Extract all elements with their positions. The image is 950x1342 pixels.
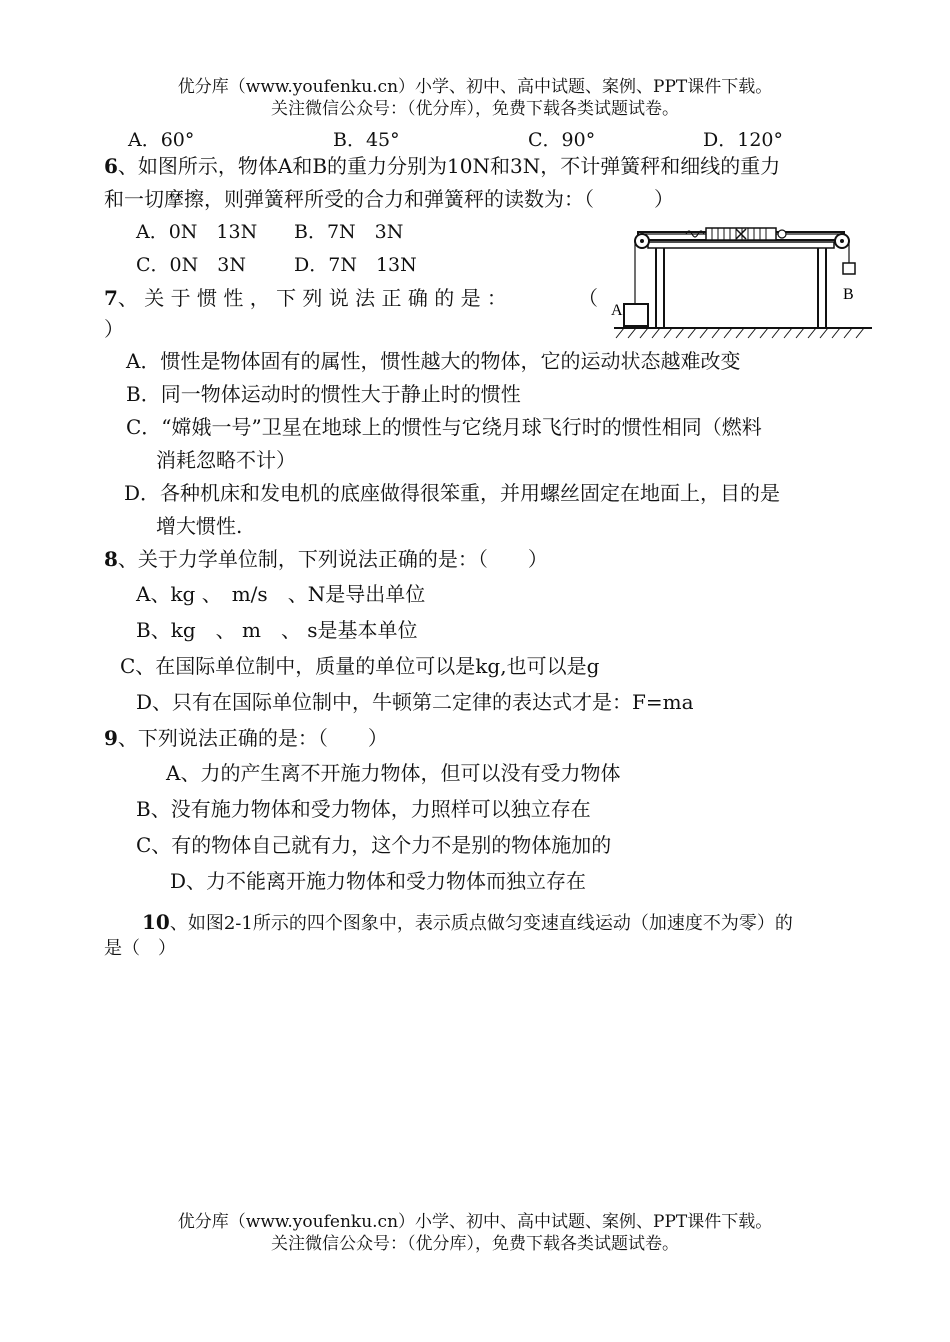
footer-line-2: 关注微信公众号：（优分库），免费下载各类试题试卷。 [271, 1234, 679, 1254]
q5-option-c: C．90° [528, 129, 596, 151]
q10-stem-line-2: 是（ ） [104, 938, 176, 959]
q10-text-1: 、如图2-1所示的四个图象中，表示质点做匀变速直线运动（加速度不为零）的 [169, 913, 793, 934]
q7-paren-close: ） [104, 317, 124, 341]
q7-stem-line-1 [104, 285, 507, 311]
q9-stem [104, 725, 388, 751]
q6-text-1: 、如图所示，物体A和B的重力分别为10N和3N，不计弹簧秤和细线的重力 [117, 154, 781, 178]
block-a [624, 304, 648, 326]
block-b [843, 263, 855, 274]
q8-option-a: A、kg 、 m/s 、N是导出单位 [136, 582, 426, 606]
q10-stem-line-1 [142, 909, 793, 937]
q5-option-a: A．60° [128, 129, 195, 151]
q8-number: 8 [104, 547, 118, 571]
q8-text: 、关于力学单位制，下列说法正确的是：（ ） [117, 547, 548, 571]
q8-option-c: C、在国际单位制中，质量的单位可以是kg,也可以是g [120, 654, 600, 678]
q9-option-c: C、有的物体自己就有力，这个力不是别的物体施加的 [136, 833, 612, 857]
q10-number: 10 [142, 910, 170, 934]
header-line-1: 优分库（www.youfenku.cn）小学、初中、高中试题、案例、PPT课件下载。 [177, 77, 773, 97]
q6-option-a: A．0N 13N [136, 221, 258, 243]
q7-number: 7 [104, 286, 118, 310]
label-b: B [843, 286, 854, 303]
q6-stem-line-1 [104, 153, 780, 179]
footer-line-1: 优分库（www.youfenku.cn）小学、初中、高中试题、案例、PPT课件下载。 [177, 1212, 773, 1232]
q7-paren-open: （ [578, 286, 598, 310]
q7-option-c-line-2: 消耗忽略不计） [156, 448, 296, 472]
q9-number: 9 [104, 726, 118, 750]
q7-option-b: B．同一物体运动时的惯性大于静止时的惯性 [126, 382, 521, 406]
q7-option-d-line-1: D．各种机床和发电机的底座做得很笨重，并用螺丝固定在地面上，目的是 [124, 481, 781, 505]
q8-option-d: D、只有在国际单位制中，牛顿第二定律的表达式才是：F=ma [136, 690, 694, 714]
q7-option-d-line-2: 增大惯性. [156, 514, 243, 538]
q7-text-1: 、 关 于 惯 性 ， 下 列 说 法 正 确 的 是 ： [117, 286, 507, 310]
q9-option-d: D、力不能离开施力物体和受力物体而独立存在 [170, 869, 587, 893]
q8-stem [104, 546, 548, 572]
spring-scale-figure [600, 218, 880, 344]
header-line-2: 关注微信公众号：（优分库），免费下载各类试题试卷。 [271, 99, 679, 119]
q9-text: 、下列说法正确的是：（ ） [117, 726, 388, 750]
q8-option-b: B、kg 、 m 、 s是基本单位 [136, 618, 418, 642]
q5-option-d: D．120° [703, 129, 783, 151]
q9-option-a: A、力的产生离不开施力物体，但可以没有受力物体 [166, 761, 621, 785]
label-a: A [611, 302, 623, 319]
q7-option-c-line-1: C．“嫦娥一号”卫星在地球上的惯性与它绕月球飞行时的惯性相同（燃料 [126, 415, 762, 439]
q6-option-d: D．7N 13N [294, 254, 417, 276]
q7-option-a: A．惯性是物体固有的属性，惯性越大的物体，它的运动状态越难改变 [126, 349, 741, 373]
q6-number: 6 [104, 154, 118, 178]
q6-stem-line-2: 和一切摩擦，则弹簧秤所受的合力和弹簧秤的读数为：（ ） [104, 187, 674, 211]
q6-option-c: C．0N 3N [136, 254, 246, 276]
q6-option-b: B．7N 3N [294, 221, 404, 243]
q9-option-b: B、没有施力物体和受力物体，力照样可以独立存在 [136, 797, 591, 821]
q5-option-b: B．45° [333, 129, 400, 151]
